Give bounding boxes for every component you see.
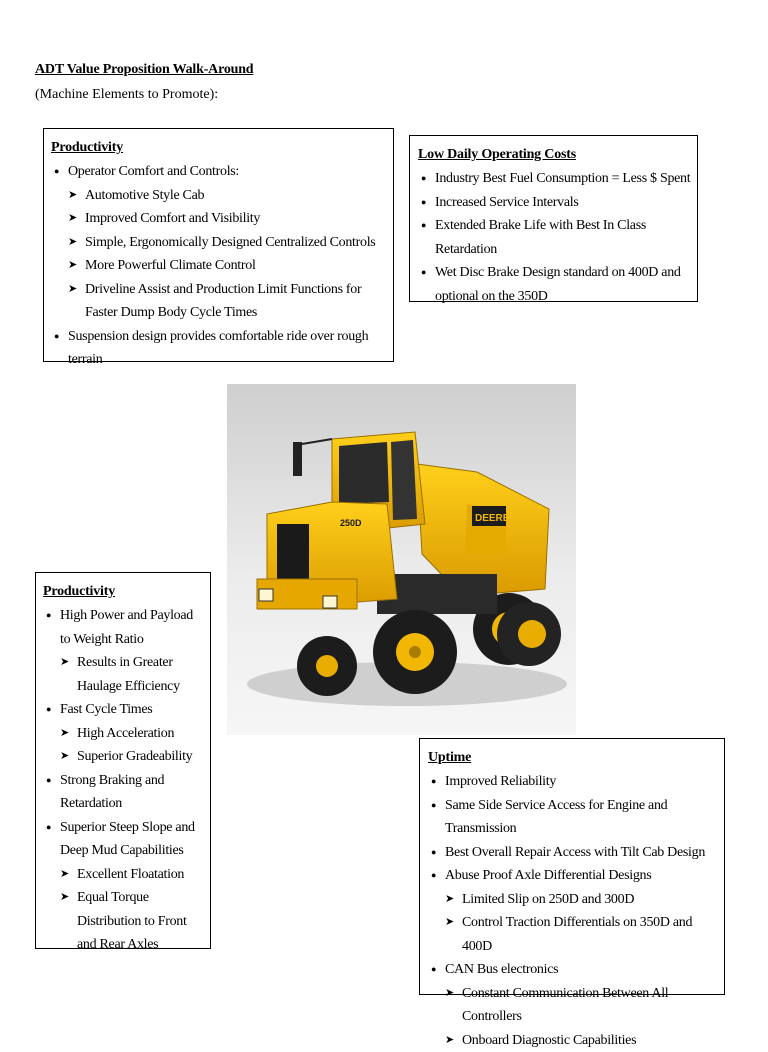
bullet-list [51, 160, 385, 372]
list-item-text: Superior Steep Slope and Deep Mud Capabilities [60, 820, 195, 859]
list-item [51, 160, 385, 325]
sub-list-item [445, 1029, 718, 1052]
sub-list-item [60, 651, 204, 698]
list-item-text: Best Overall Repair Access with Tilt Cab Design [445, 845, 705, 860]
bullet-list [418, 167, 691, 308]
uptime-box [419, 738, 725, 995]
page-title: ADT Value Proposition Walk-Around [35, 62, 253, 78]
productivity-box-left [35, 572, 211, 949]
productivity-box-top [43, 128, 394, 362]
list-item [418, 191, 691, 215]
sub-list-item-text: Simple, Ergonomically Designed Centralized Controls [85, 235, 375, 250]
bullet-dot-icon: ● [46, 769, 51, 793]
sub-list-item-text: Control Traction Differentials on 350D and 400D [462, 915, 692, 954]
sub-list [445, 982, 718, 1052]
arrow-bullet-icon: ➤ [60, 722, 69, 746]
bullet-dot-icon: ● [46, 604, 51, 628]
sub-list-item-text: Constant Communication Between All Controllers [462, 986, 668, 1025]
list-item-text: Same Side Service Access for Engine and Transmission [445, 798, 667, 837]
sub-list-item [68, 184, 385, 208]
bullet-dot-icon: ● [431, 958, 436, 982]
arrow-bullet-icon: ➤ [445, 982, 454, 1006]
list-item [428, 770, 718, 794]
section-title: Productivity [43, 581, 204, 603]
arrow-bullet-icon: ➤ [60, 651, 69, 675]
bullet-dot-icon: ● [431, 770, 436, 794]
bullet-dot-icon: ● [46, 816, 51, 840]
bullet-dot-icon: ● [46, 698, 51, 722]
sub-list-item [68, 254, 385, 278]
list-item-text: Suspension design provides comfortable ride over rough terrain [68, 329, 368, 368]
list-item-text: Wet Disc Brake Design standard on 400D and optional on the 350D [435, 265, 681, 304]
sub-list-item-text: More Powerful Climate Control [85, 258, 256, 273]
sub-list-item [68, 207, 385, 231]
list-item-text: Extended Brake Life with Best In Class Retardation [435, 218, 646, 257]
sub-list-item-text: Driveline Assist and Production Limit Functions for Faster Dump Body Cycle Times [85, 282, 361, 321]
sub-list-item [60, 863, 204, 887]
list-item [43, 698, 204, 769]
bullet-dot-icon: ● [431, 794, 436, 818]
sub-list [68, 184, 385, 325]
sub-list [60, 863, 204, 957]
arrow-bullet-icon: ➤ [68, 254, 77, 278]
brand-badge: DEERE [475, 513, 510, 524]
sub-list-item-text: Superior Gradeability [77, 749, 192, 764]
arrow-bullet-icon: ➤ [60, 745, 69, 769]
list-item [428, 864, 718, 958]
sub-list-item [68, 231, 385, 255]
bullet-dot-icon: ● [54, 325, 59, 349]
list-item [418, 167, 691, 191]
list-item [43, 816, 204, 957]
arrow-bullet-icon: ➤ [68, 207, 77, 231]
list-item-text: Improved Reliability [445, 774, 556, 789]
list-item [428, 958, 718, 1052]
bullet-dot-icon: ● [421, 261, 426, 285]
bullet-dot-icon: ● [421, 191, 426, 215]
arrow-bullet-icon: ➤ [445, 911, 454, 935]
bullet-dot-icon: ● [431, 864, 436, 888]
list-item [51, 325, 385, 372]
list-item [428, 794, 718, 841]
list-item [43, 604, 204, 698]
page-subtitle: (Machine Elements to Promote): [35, 87, 218, 103]
sub-list-item-text: Results in Greater Haulage Efficiency [77, 655, 180, 694]
arrow-bullet-icon: ➤ [445, 1029, 454, 1052]
sub-list-item [60, 745, 204, 769]
list-item [418, 261, 691, 308]
bullet-dot-icon: ● [54, 160, 59, 184]
sub-list [60, 651, 204, 698]
list-item-text: Abuse Proof Axle Differential Designs [445, 868, 651, 883]
sub-list-item-text: Onboard Diagnostic Capabilities [462, 1033, 636, 1048]
arrow-bullet-icon: ➤ [60, 886, 69, 910]
arrow-bullet-icon: ➤ [60, 863, 69, 887]
sub-list-item [445, 888, 718, 912]
list-item-text: Industry Best Fuel Consumption = Less $ Spent [435, 171, 690, 186]
sub-list-item-text: Excellent Floatation [77, 867, 184, 882]
arrow-bullet-icon: ➤ [445, 888, 454, 912]
sub-list-item [445, 982, 718, 1029]
articulated-dump-truck-image [227, 384, 576, 735]
arrow-bullet-icon: ➤ [68, 184, 77, 208]
section-title: Low Daily Operating Costs [418, 144, 691, 166]
sub-list-item [445, 911, 718, 958]
sub-list-item [60, 722, 204, 746]
sub-list-item-text: Limited Slip on 250D and 300D [462, 892, 634, 907]
bullet-list [43, 604, 204, 957]
sub-list-item-text: Automotive Style Cab [85, 188, 204, 203]
sub-list-item [60, 886, 204, 957]
operating-costs-box [409, 135, 698, 302]
sub-list-item-text: High Acceleration [77, 726, 174, 741]
bullet-dot-icon: ● [421, 167, 426, 191]
list-item-text: Operator Comfort and Controls: [68, 164, 239, 179]
list-item [43, 769, 204, 816]
arrow-bullet-icon: ➤ [68, 231, 77, 255]
list-item-text: Increased Service Intervals [435, 195, 579, 210]
sub-list-item [68, 278, 385, 325]
sub-list [445, 888, 718, 959]
list-item-text: Strong Braking and Retardation [60, 773, 164, 812]
list-item [428, 841, 718, 865]
bullet-dot-icon: ● [431, 841, 436, 865]
bullet-dot-icon: ● [421, 214, 426, 238]
sub-list-item-text: Equal Torque Distribution to Front and Rear Axles [77, 890, 187, 952]
section-title: Productivity [51, 137, 385, 159]
sub-list-item-text: Improved Comfort and Visibility [85, 211, 260, 226]
list-item-text: Fast Cycle Times [60, 702, 152, 717]
list-item-text: CAN Bus electronics [445, 962, 558, 977]
section-title: Uptime [428, 747, 718, 769]
model-badge: 250D [340, 518, 362, 528]
bullet-list [428, 770, 718, 1052]
arrow-bullet-icon: ➤ [68, 278, 77, 302]
sub-list [60, 722, 204, 769]
list-item-text: High Power and Payload to Weight Ratio [60, 608, 193, 647]
list-item [418, 214, 691, 261]
